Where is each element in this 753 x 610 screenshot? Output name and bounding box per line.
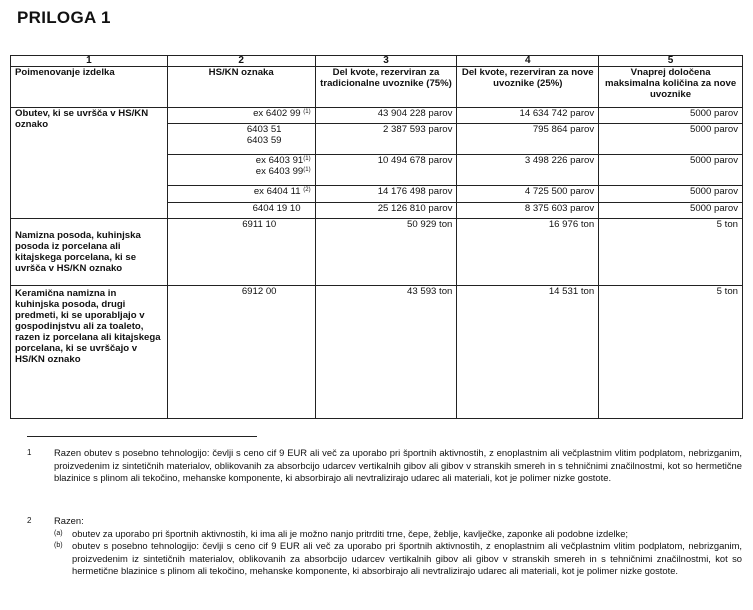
table-row [11,108,743,124]
hs-code-cell: 6912 00 [167,286,315,419]
max-quantity-cell: 5 ton [599,286,743,419]
max-quantity-cell: 5 ton [599,219,743,286]
item-label: (b) [54,542,63,549]
traditional-quota-cell: 2 387 593 parov [315,124,457,155]
header-max-quantity: Vnaprej določena maksimalna količina za nove uvoznike [599,67,743,108]
new-quota-cell: 3 498 226 parov [457,155,599,186]
footnote-separator [27,436,257,437]
table-row [11,219,743,286]
traditional-quota-cell: 50 929 ton [315,219,457,286]
footnote-item-b [54,540,742,578]
hs-code: 6403 59 [246,135,282,147]
item-label: (a) [54,529,63,537]
hs-code: ex 6403 91 [255,155,304,167]
header-new-quota: Del kvote, rezerviran za nove uvoznike (25%) [457,67,599,108]
new-quota-cell: 14 531 ton [457,286,599,419]
footnote-ref: (2) [303,187,311,194]
footnote-text: Razen obutev s posebno tehnologijo: čevlji s ceno cif 9 EUR ali več za uporabo pri športnih aktivnostih, z enoplastnim ali večplastnim vlitim podplatom, nebrizganim, proizvedenim iz sintetičnih materialov, oblikovanih za absorbcijo udarcev vertikalnih gibov ali gibov v stranskih smereh in s tehničnimi značilnostmi, kot so hermetične blazinice s plinom ali tekočino, mehanske komponente, ki absorbirajo ali nevtralizirajo udarec ali materiali, kot je polimer nizke gostote. [54,447,742,483]
header-hs-code: HS/KN oznaka [167,67,315,108]
new-quota-cell: 14 634 742 parov [457,108,599,124]
footnote-number: 1 [27,448,32,457]
footnote-number: 2 [27,516,32,525]
hs-code-cell [167,186,315,202]
footnote-intro: Razen: [54,515,84,526]
product-name-footwear: Obutev, ki se uvršča v HS/KN oznako [11,108,168,219]
hs-code: 6403 51 [246,124,282,136]
item-text: obutev s posebno tehnologijo: čevlji s ceno cif 9 EUR ali več za uporabo pri športnih aktivnostih, z enoplastnim ali večplastnim vlitim podplatom, nebrizganim, proizvedenim iz sintetičnih materialov, oblikovanih za absorbcijo udarcev vertikalnih gibov ali gibov v stranskih smereh in s tehničnimi značilnostmi, kot so hermetične blazinice s plinom ali tekočino, mehanske komponente, ki absorbirajo ali nevtralizirajo udarec ali materiali, kot je polimer nizke gostote. [72,540,742,576]
col-number: 4 [457,56,599,67]
table-row [11,286,743,419]
traditional-quota-cell: 43 593 ton [315,286,457,419]
traditional-quota-cell: 25 126 810 parov [315,202,457,218]
hs-code-cell [167,108,315,124]
new-quota-cell: 16 976 ton [457,219,599,286]
footnote-item-a [54,528,742,541]
hs-code: ex 6402 99 [253,108,301,119]
footnote-ref: (1) [303,156,311,163]
new-quota-cell: 8 375 603 parov [457,202,599,218]
quota-table [10,55,743,419]
new-quota-cell: 795 864 parov [457,124,599,155]
page-title: PRILOGA 1 [17,8,111,27]
traditional-quota-cell: 14 176 498 parov [315,186,457,202]
col-number: 5 [599,56,743,67]
max-quantity-cell: 5000 parov [599,108,743,124]
max-quantity-cell: 5000 parov [599,202,743,218]
header-product-name: Poimenovanje izdelka [11,67,168,108]
col-number: 1 [11,56,168,67]
traditional-quota-cell: 43 904 228 parov [315,108,457,124]
hs-code-cell [167,155,315,186]
hs-code-cell: 6911 10 [167,219,315,286]
footnote-ref: (1) [303,167,311,174]
item-text: obutev za uporabo pri športnih aktivnostih, ki ima ali je možno nanjo pritrditi trne, čepe, žeblje, kavlječke, zaponke ali podobne izdelke; [72,527,629,539]
col-number: 3 [315,56,457,67]
footnote-ref: (1) [303,109,311,115]
header-traditional-quota: Del kvote, rezerviran za tradicionalne uvoznike (75%) [315,67,457,108]
max-quantity-cell: 5000 parov [599,155,743,186]
footnote-body [54,515,742,578]
header-row [11,67,743,108]
hs-code-cell [167,124,315,155]
product-name-ceramic: Keramična namizna in kuhinjska posoda, drugi predmeti, ki se uporabljajo v gospodinjstvu ali za toaleto, razen iz porcelana ali kitajskega porcelana, ki se uvrščajo v HS/KN oznako [11,286,168,419]
hs-code: ex 6404 11 [253,186,301,198]
max-quantity-cell: 5000 parov [599,124,743,155]
product-name-porcelain: Namizna posoda, kuhinjska posoda iz porcelana ali kitajskega porcelana, ki se uvršča v HS/KN oznako [11,219,168,286]
hs-code: ex 6403 99 [255,166,304,178]
traditional-quota-cell: 10 494 678 parov [315,155,457,186]
new-quota-cell: 4 725 500 parov [457,186,599,202]
col-number: 2 [167,56,315,67]
hs-code-cell: 6404 19 10 [167,202,315,218]
column-number-row [11,56,743,67]
max-quantity-cell: 5000 parov [599,186,743,202]
